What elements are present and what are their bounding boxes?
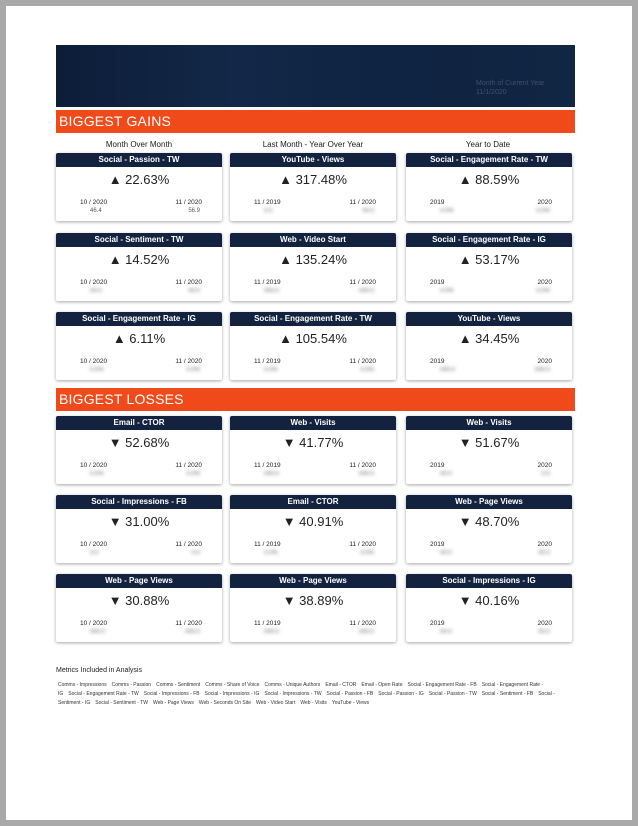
- metric-card-prior-value: 00.0: [440, 629, 452, 635]
- metrics-list: [58, 681, 558, 708]
- metric-card-current-value: 000.0: [358, 288, 374, 294]
- metric-card-title: Email - CTOR: [56, 416, 222, 430]
- metric-card-title: Web - Visits: [406, 416, 572, 430]
- metric-list-item: Social - Impressions - IG: [204, 691, 260, 697]
- metric-card-change: ▼ 52.68%: [108, 435, 170, 450]
- metric-list-item: Social - Engagement Rate - TW: [68, 691, 139, 697]
- metric-card-title: Web - Page Views: [406, 495, 572, 509]
- metric-card-change: ▼ 40.91%: [282, 514, 344, 529]
- metric-card-current-period: 2020: [537, 620, 552, 627]
- metric-card-prior-period: 2019: [430, 358, 445, 365]
- metric-card-change: ▲ 22.63%: [108, 172, 170, 187]
- metric-list-item: Email - Open Rate: [361, 682, 403, 688]
- column-header-mom: Month Over Month: [105, 140, 173, 149]
- metric-card-prior-value: 0.0%: [264, 550, 278, 556]
- metric-card-title: Email - CTOR: [230, 495, 396, 509]
- metric-card: [406, 416, 572, 484]
- column-header-yoy: Last Month - Year Over Year: [262, 140, 364, 149]
- metric-card-prior-period: 11 / 2019: [254, 358, 281, 365]
- metric-card: [56, 416, 222, 484]
- metric-list-item: Social - Sentiment - TW: [95, 700, 148, 706]
- metric-card-title: Social - Impressions - IG: [406, 574, 572, 588]
- metric-card-change: ▲ 34.45%: [458, 331, 520, 346]
- metric-card: [56, 233, 222, 301]
- metric-card-title: YouTube - Views: [406, 312, 572, 326]
- metric-card-title: Social - Engagement Rate - IG: [406, 233, 572, 247]
- metric-card: [230, 153, 396, 221]
- metric-card: [56, 153, 222, 221]
- metric-card-prior-value: 000.0: [264, 629, 280, 635]
- banner-meta: [476, 79, 545, 97]
- metric-card: [56, 312, 222, 380]
- header-banner: [56, 45, 575, 107]
- metric-list-item: Comms - Sentiment: [156, 682, 201, 688]
- metric-card-title: Web - Video Start: [230, 233, 396, 247]
- metric-card: [406, 233, 572, 301]
- metric-card-change: ▼ 31.00%: [108, 514, 170, 529]
- report-page: [6, 6, 632, 820]
- metric-list-item: Web - Seconds On Site: [198, 700, 252, 706]
- metric-card-prior-period: 2019: [430, 541, 445, 548]
- metric-list-item: Web - Video Start: [256, 700, 296, 706]
- metric-card-current-period: 2020: [537, 358, 552, 365]
- metric-card: [230, 416, 396, 484]
- metric-list-item: Social - Sentiment - IG: [58, 691, 555, 706]
- metric-card-current-period: 11 / 2020: [349, 462, 376, 469]
- metric-card-prior-value: 000.0: [264, 471, 280, 477]
- metric-card-title: YouTube - Views: [230, 153, 396, 167]
- metric-card-current-value: 0.0: [541, 471, 550, 477]
- metric-list-item: Web - Page Views: [152, 700, 194, 706]
- metric-card-change: ▲ 6.11%: [112, 331, 166, 346]
- metric-card-current-period: 11 / 2020: [175, 462, 202, 469]
- metric-list-item: Comms - Share of Voice: [205, 682, 260, 688]
- gains-section-header: BIGGEST GAINS: [56, 110, 575, 133]
- metric-card-prior-value: 0.0%: [440, 208, 454, 214]
- metric-card-change: ▼ 41.77%: [282, 435, 344, 450]
- metric-card-current-period: 11 / 2020: [349, 541, 376, 548]
- metric-card-title: Social - Sentiment - TW: [56, 233, 222, 247]
- column-header-ytd: Year to Date: [465, 140, 511, 149]
- metric-card-prior-value: 0.0%: [90, 367, 104, 373]
- metric-card-current-value: 00.0: [362, 208, 374, 214]
- metric-card-change: ▲ 317.48%: [279, 172, 347, 187]
- metric-card-change: ▼ 40.16%: [458, 593, 520, 608]
- metric-card-current-value: 00.0: [538, 550, 550, 556]
- metric-card-current-value: 0.0%: [360, 367, 374, 373]
- metric-card-prior-value: 000.0: [264, 288, 280, 294]
- metric-card-prior-value: 00.0: [440, 550, 452, 556]
- metric-card-prior-value: 46.4: [90, 208, 102, 214]
- metric-card-current-period: 2020: [537, 279, 552, 286]
- metric-card-current-period: 11 / 2020: [349, 279, 376, 286]
- metric-card: [406, 153, 572, 221]
- metric-card-current-value: 0.0%: [536, 208, 550, 214]
- metric-card-current-value: 00.0: [538, 629, 550, 635]
- metric-card-change: ▼ 30.88%: [108, 593, 170, 608]
- banner-meta-date: 11/1/2020: [476, 89, 507, 96]
- metric-card-prior-value: 000.0: [90, 629, 106, 635]
- metric-list-item: Web - Visits: [300, 700, 327, 706]
- metric-card-current-period: 11 / 2020: [349, 620, 376, 627]
- metric-card-title: Social - Passion - TW: [56, 153, 222, 167]
- metric-card-current-period: 11 / 2020: [175, 620, 202, 627]
- metric-list-item: Social - Impressions - TW: [264, 691, 322, 697]
- metric-card-current-value: 000.0: [534, 367, 550, 373]
- metric-list-item: Comms - Impressions: [58, 682, 107, 688]
- metric-card-prior-period: 10 / 2020: [80, 620, 108, 627]
- metric-card-title: Web - Page Views: [230, 574, 396, 588]
- metric-card: [230, 233, 396, 301]
- metric-card-current-value: 000.0: [358, 471, 374, 477]
- metric-card-prior-period: 11 / 2019: [254, 541, 281, 548]
- metric-card-title: Social - Engagement Rate - IG: [56, 312, 222, 326]
- metric-card-prior-period: 2019: [430, 199, 445, 206]
- metric-card-prior-value: 0.0%: [264, 367, 278, 373]
- metric-card-prior-period: 11 / 2019: [254, 620, 281, 627]
- metric-card-change: ▲ 88.59%: [458, 172, 520, 187]
- metric-card: [230, 312, 396, 380]
- metric-card-title: Web - Page Views: [56, 574, 222, 588]
- metric-card-current-value: 0.0: [191, 550, 200, 556]
- metric-card-title: Social - Engagement Rate - TW: [406, 153, 572, 167]
- metric-card-prior-period: 2019: [430, 620, 445, 627]
- metric-card-prior-period: 10 / 2020: [80, 541, 108, 548]
- metric-card: [56, 495, 222, 563]
- metric-card-title: Web - Visits: [230, 416, 396, 430]
- metric-card-current-value: 000.0: [358, 629, 374, 635]
- metric-card-current-period: 11 / 2020: [175, 358, 202, 365]
- metric-card-current-value: 00.0: [188, 288, 200, 294]
- metric-card-current-value: 000.0: [184, 629, 200, 635]
- metric-card-change: ▼ 51.67%: [458, 435, 520, 450]
- metric-list-item: Comms - Passion: [111, 682, 152, 688]
- losses-section-header: BIGGEST LOSSES: [56, 388, 575, 411]
- metric-list-item: Email - CTOR: [325, 682, 357, 688]
- metric-card-current-value: 0.0%: [360, 550, 374, 556]
- metric-list-item: Social - Passion - IG: [378, 691, 424, 697]
- banner-meta-label: Month of Current Year: [476, 80, 545, 87]
- metric-card-prior-period: 10 / 2020: [80, 462, 108, 469]
- metric-list-item: Social - Engagement Rate - FB: [407, 682, 477, 688]
- metric-list-item: Social - Impressions - FB: [143, 691, 200, 697]
- metric-card-current-value: 0.0%: [186, 367, 200, 373]
- metric-card-prior-value: 0.0%: [440, 288, 454, 294]
- metric-card-current-period: 2020: [537, 462, 552, 469]
- metric-list-item: Comms - Unique Authors: [264, 682, 321, 688]
- metric-card-current-period: 2020: [537, 199, 552, 206]
- metric-card-change: ▼ 38.89%: [282, 593, 344, 608]
- metric-card-current-value: 0.0%: [186, 471, 200, 477]
- metric-card-current-period: 11 / 2020: [349, 199, 376, 206]
- metric-card-prior-period: 11 / 2019: [254, 279, 281, 286]
- metric-card-prior-period: 2019: [430, 279, 445, 286]
- metric-card-title: Social - Impressions - FB: [56, 495, 222, 509]
- metric-card: [230, 574, 396, 642]
- metric-list-item: Social - Passion - FB: [326, 691, 374, 697]
- metric-card-prior-value: 00.0: [440, 471, 452, 477]
- metric-card-prior-period: 10 / 2020: [80, 199, 108, 206]
- metric-card-prior-value: 00.0: [90, 288, 102, 294]
- metric-card-change: ▲ 135.24%: [279, 252, 347, 267]
- metric-card-prior-period: 2019: [430, 462, 445, 469]
- metric-card-title: Social - Engagement Rate - TW: [230, 312, 396, 326]
- metric-card: [406, 574, 572, 642]
- metric-card-current-period: 2020: [537, 541, 552, 548]
- metric-card: [406, 312, 572, 380]
- metric-card-change: ▲ 53.17%: [458, 252, 520, 267]
- metric-list-item: Social - Engagement Rate - IG: [58, 682, 544, 697]
- metric-card-current-period: 11 / 2020: [175, 541, 202, 548]
- metric-list-item: Social - Sentiment - FB: [481, 691, 534, 697]
- metric-card-current-value: 56.9: [188, 208, 200, 214]
- metric-card-prior-period: 11 / 2019: [254, 199, 281, 206]
- metric-list-item: YouTube - Views: [331, 700, 370, 706]
- metric-card: [230, 495, 396, 563]
- metric-card-prior-value: 000.0: [440, 367, 456, 373]
- metric-card-prior-value: 0.0%: [90, 471, 104, 477]
- metric-card-prior-period: 11 / 2019: [254, 462, 281, 469]
- metric-card-current-value: 0.0%: [536, 288, 550, 294]
- metric-card-prior-period: 10 / 2020: [80, 358, 108, 365]
- metric-card-current-period: 11 / 2020: [349, 358, 376, 365]
- metric-card-prior-period: 10 / 2020: [80, 279, 108, 286]
- metric-card-change: ▲ 14.52%: [108, 252, 170, 267]
- metrics-footer-title: Metrics Included in Analysis: [56, 667, 142, 674]
- metric-card-prior-value: 0.0: [90, 550, 99, 556]
- metric-card-change: ▼ 48.70%: [458, 514, 520, 529]
- metric-card-current-period: 11 / 2020: [175, 199, 202, 206]
- metric-list-item: Social - Passion - TW: [428, 691, 477, 697]
- metric-card-prior-value: 0.0: [264, 208, 273, 214]
- metric-card-current-period: 11 / 2020: [175, 279, 202, 286]
- metric-card: [56, 574, 222, 642]
- metric-card: [406, 495, 572, 563]
- metric-card-change: ▲ 105.54%: [279, 331, 347, 346]
